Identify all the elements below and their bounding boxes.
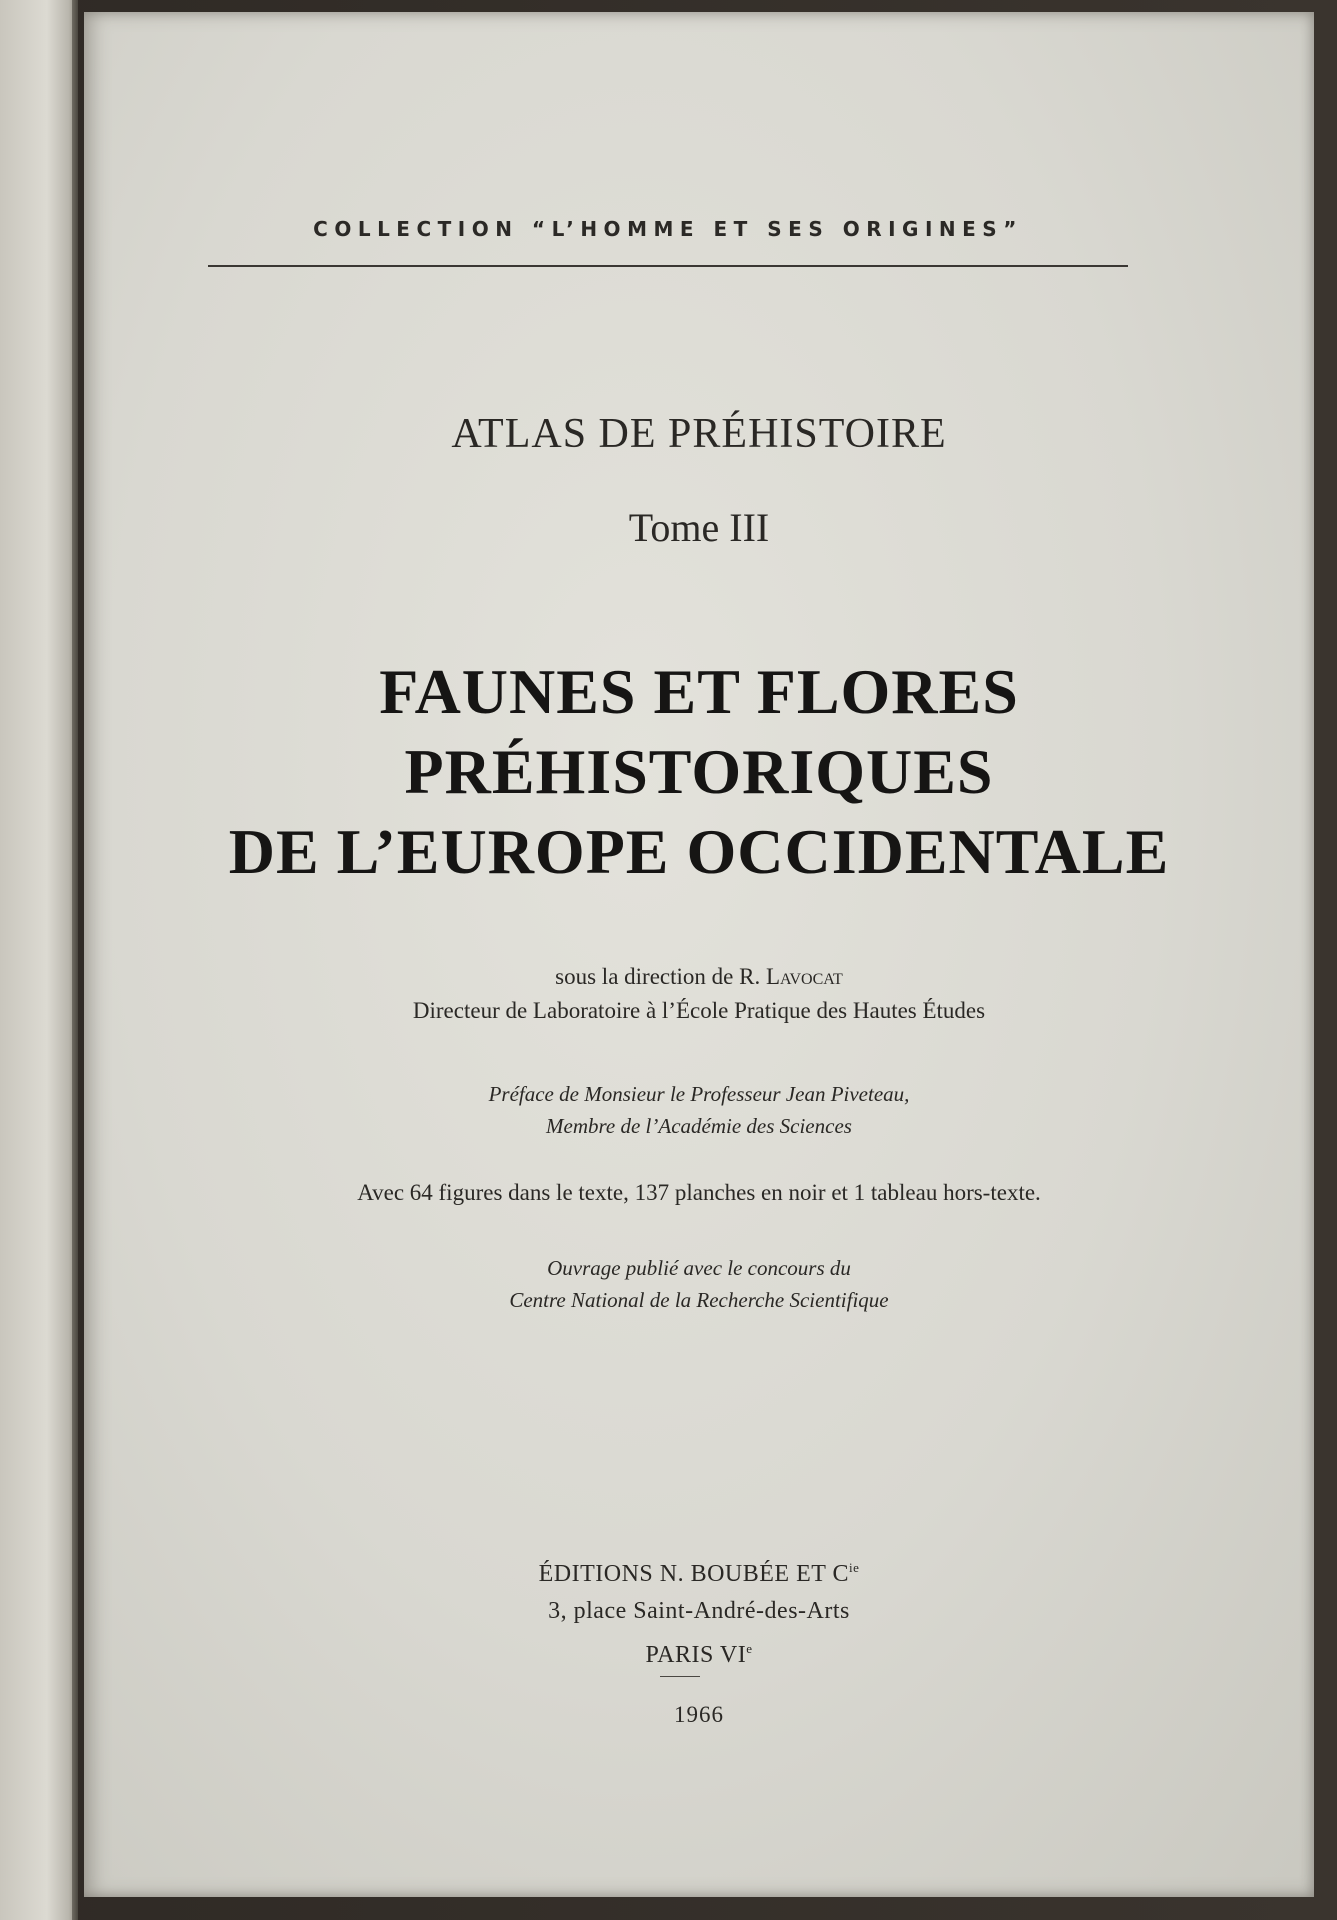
volume-number: Tome III xyxy=(628,505,770,550)
publisher-imprint xyxy=(84,1549,1314,1674)
direction-prefix: sous la direction de R. xyxy=(555,964,766,989)
publisher-name-superscript: ie xyxy=(848,1560,860,1575)
book-title-line-1: FAUNES ET FLORES xyxy=(379,656,1019,727)
publisher-name-line xyxy=(84,1549,1314,1593)
imprint-divider xyxy=(660,1676,700,1677)
illustrations-note: Avec 64 figures dans le texte, 137 planches en noir et 1 tableau hors-texte. xyxy=(357,1180,1041,1205)
publisher-city-line xyxy=(84,1630,1314,1674)
publisher-city: PARIS VI xyxy=(645,1642,747,1668)
collection-name: COLLECTION “L’HOMME ET SES ORIGINES” xyxy=(313,217,1023,241)
funding-line-2: Centre National de la Recherche Scientifique xyxy=(509,1288,889,1312)
direction-line xyxy=(84,960,1314,994)
book-title-line-2: PRÉHISTORIQUES xyxy=(404,736,994,807)
preface-line-2: Membre de l’Académie des Sciences xyxy=(546,1114,852,1138)
funding-note xyxy=(84,1252,1314,1316)
book-title xyxy=(84,652,1314,892)
collection-underline xyxy=(208,265,1128,267)
publisher-name: ÉDITIONS N. BOUBÉE ET C xyxy=(538,1561,849,1587)
preface-credit xyxy=(84,1078,1314,1142)
facing-page-edge xyxy=(0,0,78,1920)
publisher-city-superscript: e xyxy=(746,1641,753,1656)
title-page xyxy=(84,12,1314,1897)
editorial-direction xyxy=(84,960,1314,1028)
publication-year: 1966 xyxy=(674,1702,724,1727)
publisher-address: 3, place Saint-André-des-Arts xyxy=(548,1598,850,1624)
editor-name: Lavocat xyxy=(765,964,843,989)
editor-role: Directeur de Laboratoire à l’École Pratique des Hautes Études xyxy=(412,998,986,1023)
preface-line-1: Préface de Monsieur le Professeur Jean Piveteau, xyxy=(488,1082,910,1106)
book-title-line-3: DE L’EUROPE OCCIDENTALE xyxy=(228,816,1170,887)
series-title: ATLAS DE PRÉHISTOIRE xyxy=(451,411,947,457)
funding-line-1: Ouvrage publié avec le concours du xyxy=(547,1256,851,1280)
